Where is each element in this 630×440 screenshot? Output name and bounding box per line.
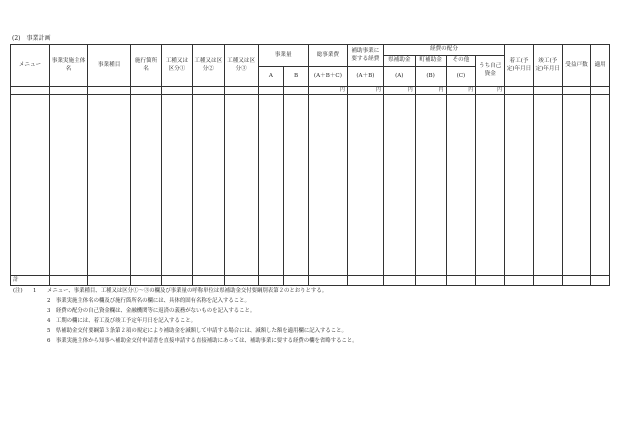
note-item bbox=[13, 286, 613, 296]
header-own-funds: うち自己資金 bbox=[476, 56, 505, 87]
note-item bbox=[13, 336, 613, 346]
header-end-date: 竣工(予定)年月日 bbox=[533, 45, 562, 87]
header-allocation: 経費の配分 bbox=[383, 45, 504, 56]
header-type3: 工種又は区分③ bbox=[224, 45, 258, 87]
header-qty-a: A bbox=[258, 67, 284, 87]
notes bbox=[13, 286, 613, 347]
header-type2: 工種又は区分② bbox=[192, 45, 224, 87]
header-pref-code: (A) bbox=[383, 67, 415, 87]
header-other: その他 bbox=[446, 56, 476, 67]
note-text: 県補助金交付要綱第３条第２項の規定により補助金を減額して申請する場合には、減額した額を適用欄に記入すること。 bbox=[55, 328, 347, 335]
note-text: 事業実施主体名の欄及び施行箇所名の欄には、具体的固有名称を記入すること。 bbox=[55, 298, 250, 305]
unit-total-cost: 円 bbox=[308, 87, 347, 95]
header-aid-formula: (A＋B) bbox=[347, 67, 383, 87]
note-text: 工期の欄には、着工及び竣工予定年月日を記入すること。 bbox=[55, 318, 197, 325]
header-beneficiaries: 受益戸数 bbox=[562, 45, 591, 87]
note-item bbox=[13, 296, 613, 306]
project-plan-table bbox=[10, 44, 610, 286]
header-location: 施行箇所名 bbox=[131, 45, 162, 87]
unit-pref-aid: 円 bbox=[383, 87, 415, 95]
unit-town-aid: 円 bbox=[415, 87, 446, 95]
note-number: 3 bbox=[47, 308, 51, 315]
notes-heading: (注) bbox=[13, 288, 23, 294]
header-town-aid: 町補助金 bbox=[415, 56, 446, 67]
note-text: 事業実施主体から知事へ補助金交付申請書を直接申請する直接補助にあっては、補助事業に要する経費の欄を省略すること。 bbox=[55, 338, 358, 345]
header-category: 事業種目 bbox=[88, 45, 131, 87]
header-start-date: 着工(予定)年月日 bbox=[505, 45, 534, 87]
note-number: 6 bbox=[47, 338, 51, 345]
unit-own-funds: 円 bbox=[476, 87, 505, 95]
header-remarks: 適用 bbox=[591, 45, 610, 87]
header-implementer: 事業実施主体名 bbox=[50, 45, 88, 87]
header-type1: 工種又は区分① bbox=[161, 45, 192, 87]
header-quantity: 事業量 bbox=[258, 45, 308, 67]
section-title: (2) 事業計画 bbox=[12, 35, 51, 42]
note-number: 1 bbox=[33, 288, 37, 294]
unit-other: 円 bbox=[446, 87, 476, 95]
note-number: 5 bbox=[47, 328, 51, 335]
note-item bbox=[13, 326, 613, 336]
header-total-cost: 総事業費 bbox=[308, 45, 347, 67]
table-row bbox=[11, 95, 610, 276]
note-item bbox=[13, 316, 613, 326]
header-qty-b: B bbox=[284, 67, 309, 87]
total-label: 計 bbox=[11, 276, 50, 286]
header-pref-aid: 県補助金 bbox=[383, 56, 415, 67]
header-total-formula: (A＋B＋C) bbox=[308, 67, 347, 87]
unit-aid-cost: 円 bbox=[347, 87, 383, 95]
header-menu: メニュー bbox=[11, 45, 50, 87]
note-item bbox=[13, 306, 613, 316]
header-other-code: (C) bbox=[446, 67, 476, 87]
note-text: メニュー、事業種目、工種又は区分①～③の欄及び事業量の呼称単位は県補助金交付要綱別表第２のとおりとする。 bbox=[47, 288, 328, 294]
note-number: 4 bbox=[47, 318, 51, 325]
header-aid-cost: 補助事業に要する経費 bbox=[347, 45, 383, 67]
note-number: 2 bbox=[47, 298, 51, 305]
header-town-code: (B) bbox=[415, 67, 446, 87]
note-text: 経費の配分の自己資金欄は、金融機関等に返済の義務がないものを記入すること。 bbox=[55, 308, 256, 315]
